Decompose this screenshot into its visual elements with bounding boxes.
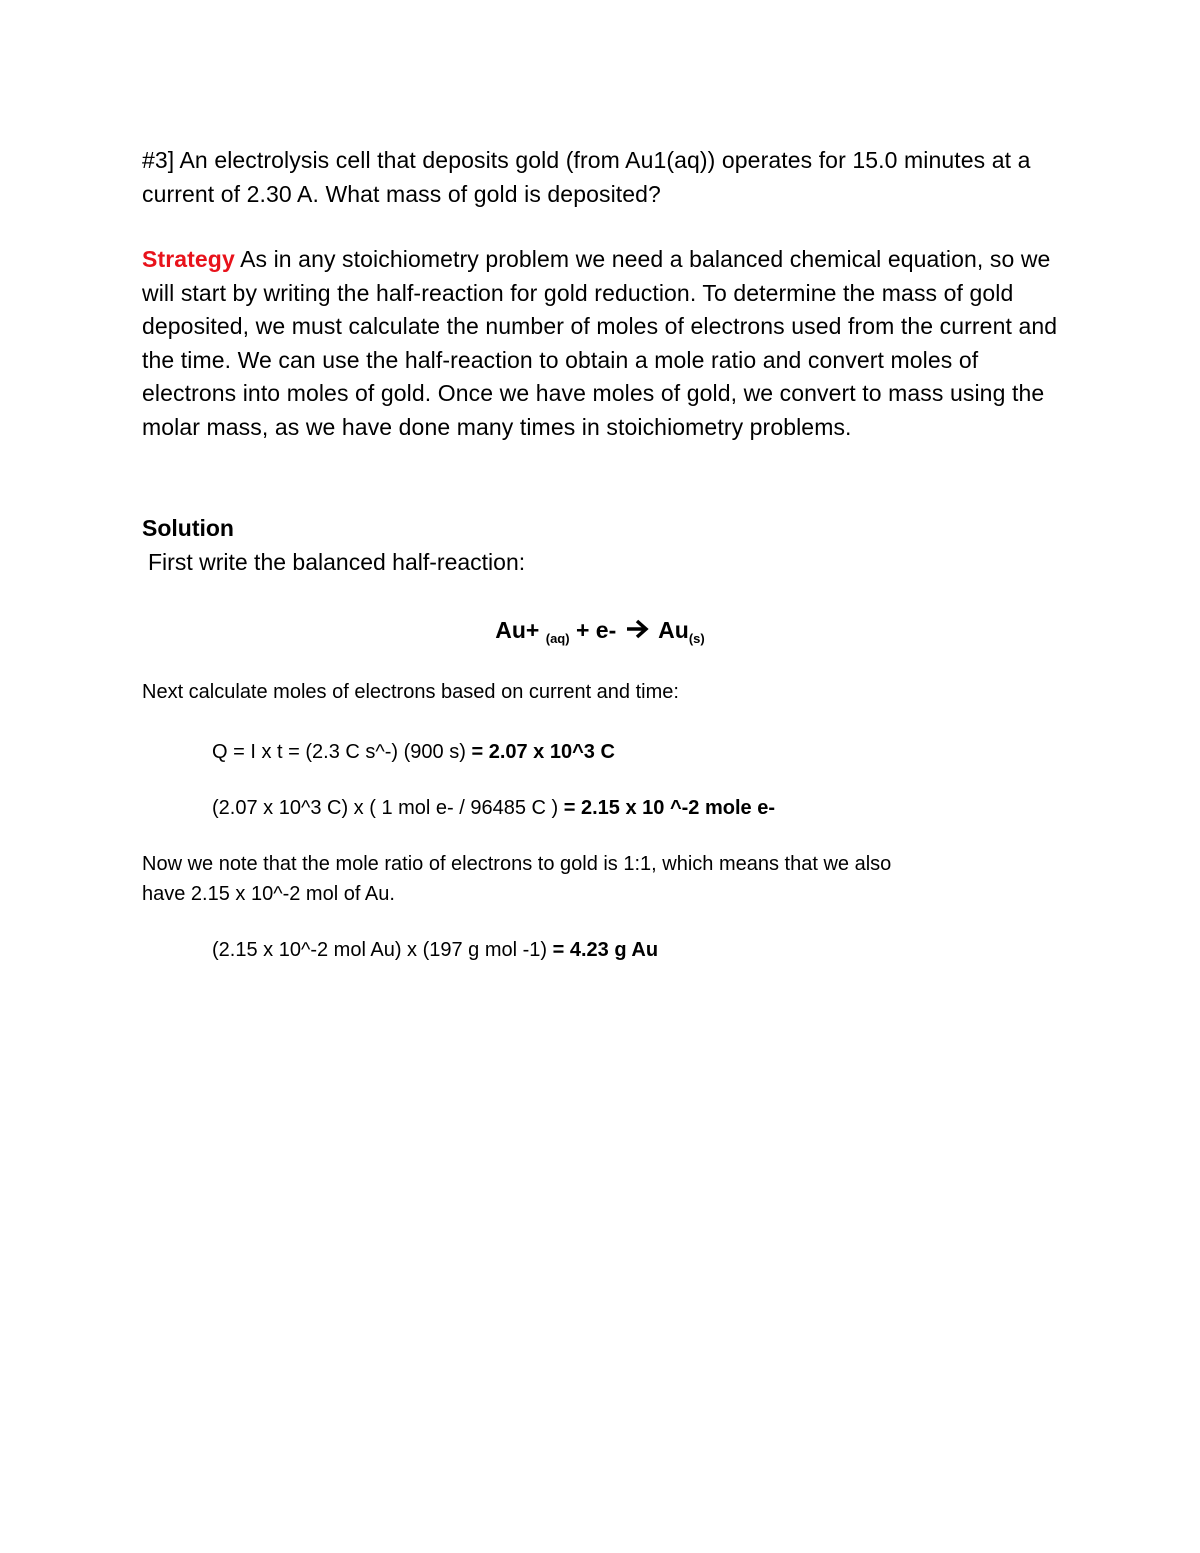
equation-reactant-state: (aq) (545, 631, 570, 646)
half-reaction-equation (0, 612, 1200, 652)
moles-electrons-result: = 2.15 x 10 ^-2 mole e- (563, 797, 775, 819)
ratio-note-line1: Now we note that the mole ratio of electrons to gold is 1:1, which means that we also (142, 853, 892, 875)
solution-intro: First write the balanced half-reaction: (148, 549, 526, 575)
charge-expression: Q = I x t = (2.3 C s^-) (900 s) (212, 741, 472, 763)
ratio-note (142, 849, 1042, 909)
mass-calculation (212, 935, 658, 965)
mass-result: = 4.23 g Au (552, 939, 659, 961)
next-step-text: Next calculate moles of electrons based on current and time: (142, 681, 679, 703)
strategy-paragraph (142, 243, 1072, 445)
strategy-label: Strategy (142, 246, 235, 272)
charge-calculation (212, 737, 615, 767)
right-arrow-icon (625, 614, 651, 650)
equation-product: Au (652, 617, 689, 643)
equation-product-state: (s) (688, 631, 705, 646)
moles-electrons-expression: (2.07 x 10^3 C) x ( 1 mol e- / 96485 C ) (212, 797, 564, 819)
mass-expression: (2.15 x 10^-2 mol Au) x (197 g mol -1) (212, 939, 553, 961)
strategy-text: As in any stoichiometry problem we need a balanced chemical equation, so we will start by writing the half-reaction for gold reduction. To determine the mass of gold deposited, we must calculate the number of moles of electrons used from the current and the time. We can use the half-reaction to obtain a mole ratio and convert moles of electrons into moles of gold. Once we have moles of gold, we convert to mass using the molar mass, as we have done many times in stoichiometry problems. (142, 246, 1058, 440)
moles-electrons-calculation (212, 793, 775, 823)
charge-result: = 2.07 x 10^3 C (471, 741, 615, 763)
solution-heading: Solution (142, 515, 234, 541)
ratio-note-line2: have 2.15 x 10^-2 mol of Au. (142, 883, 395, 905)
equation-electron: + e- (569, 617, 623, 643)
equation-reactant: Au+ (495, 617, 546, 643)
question-paragraph: #3] An electrolysis cell that deposits gold (from Au1(aq)) operates for 15.0 minutes at a current of 2.30 A. What mass of gold is deposited? (142, 147, 1031, 207)
